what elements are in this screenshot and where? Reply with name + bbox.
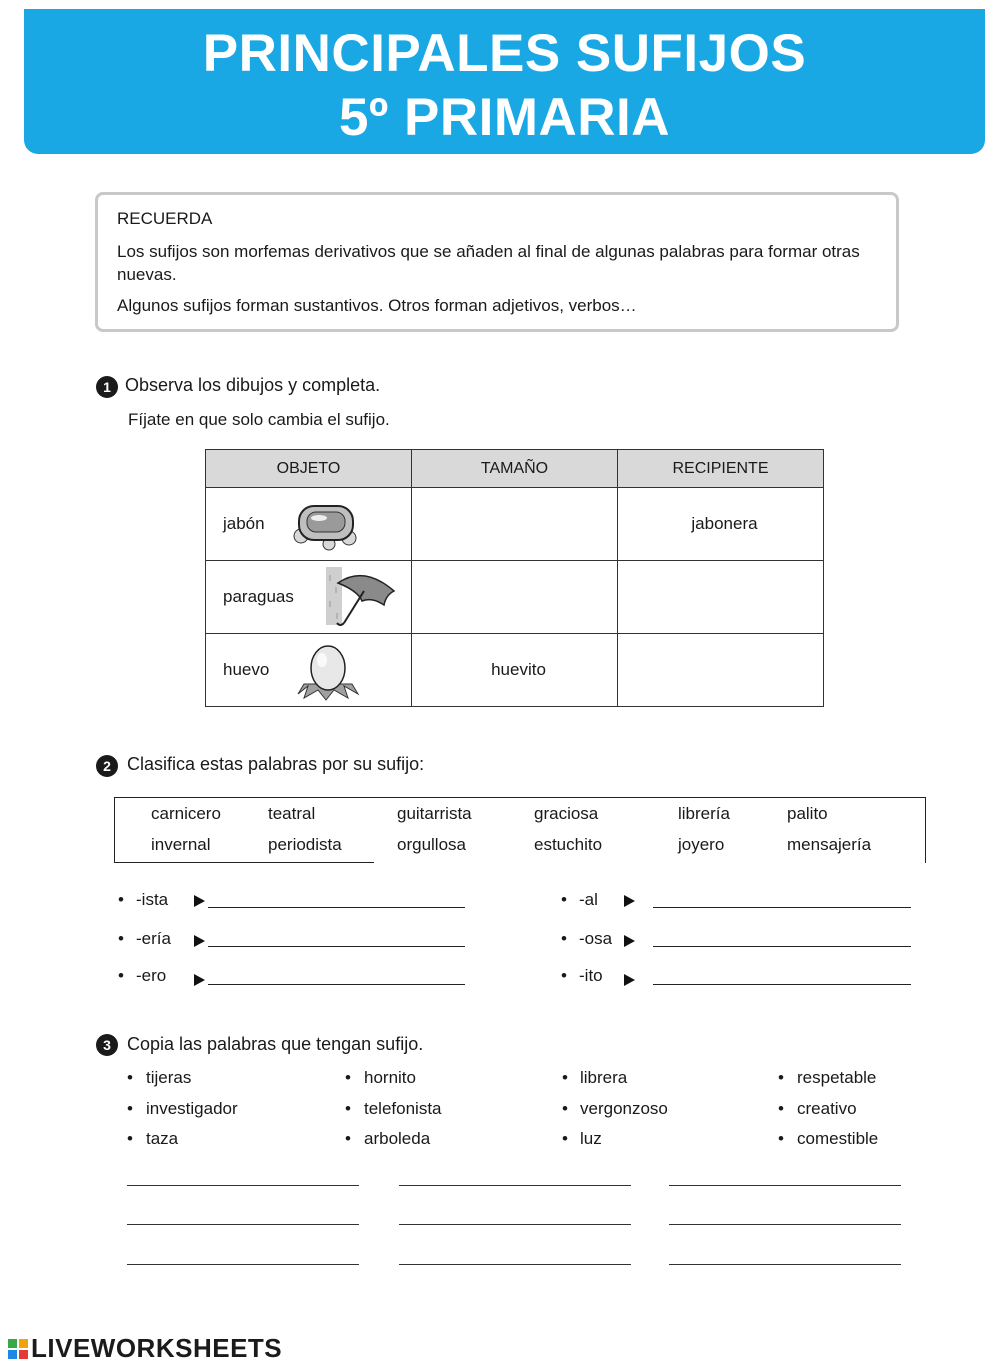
answer-line[interactable] xyxy=(208,984,465,985)
recuerda-title: RECUERDA xyxy=(117,209,213,228)
arrow-right-icon xyxy=(194,895,205,907)
word-box-underline xyxy=(114,862,374,863)
recuerda-paragraph-1: Los sufijos son morfemas derivativos que se añaden al final de algunas palabras para formar otras nuevas. xyxy=(117,242,860,284)
table-row xyxy=(206,634,824,707)
list-item: comestible xyxy=(797,1129,879,1148)
writing-line[interactable] xyxy=(669,1224,901,1225)
header-objeto: OBJETO xyxy=(206,450,412,488)
writing-line[interactable] xyxy=(399,1264,631,1265)
answer-line[interactable] xyxy=(653,984,911,985)
bullet-icon: • xyxy=(345,1068,351,1087)
writing-line[interactable] xyxy=(127,1224,359,1225)
suffix-label: -ista xyxy=(136,890,169,909)
bullet-icon: • xyxy=(127,1099,133,1118)
list-item: luz xyxy=(580,1129,602,1148)
list-item: tijeras xyxy=(146,1068,192,1087)
list-item: respetable xyxy=(797,1068,877,1087)
objeto-label: jabón xyxy=(223,514,265,533)
bullet-icon: • xyxy=(127,1129,133,1148)
arrow-right-icon xyxy=(194,935,205,947)
writing-line[interactable] xyxy=(399,1185,631,1186)
bullet-icon: • xyxy=(562,1099,568,1118)
writing-line[interactable] xyxy=(127,1264,359,1265)
cell-recipiente[interactable] xyxy=(618,561,824,634)
header-recipiente: RECIPIENTE xyxy=(618,450,824,488)
bullet-icon: • xyxy=(561,929,567,948)
brand-text: LIVEWORKSHEETS xyxy=(31,1333,283,1363)
bullet-icon: • xyxy=(345,1099,351,1118)
bullet-icon: • xyxy=(345,1129,351,1148)
word-item: teatral xyxy=(268,804,316,823)
suffix-table xyxy=(205,449,824,707)
exercise-2-title: Clasifica estas palabras por su sufijo: xyxy=(127,754,425,774)
word-item: periodista xyxy=(268,835,342,854)
answer-line[interactable] xyxy=(653,946,911,947)
bullet-icon: • xyxy=(118,929,124,948)
suffix-label: -ito xyxy=(579,966,603,985)
word-item: invernal xyxy=(151,835,211,854)
cell-objeto xyxy=(206,488,412,561)
writing-line[interactable] xyxy=(669,1185,901,1186)
recipiente-value: jabonera xyxy=(691,514,758,533)
arrow-right-icon xyxy=(194,974,205,986)
list-item: hornito xyxy=(364,1068,416,1087)
tamano-value: huevito xyxy=(491,660,546,679)
cell-recipiente[interactable] xyxy=(618,634,824,707)
list-item: telefonista xyxy=(364,1099,442,1118)
cell-tamano[interactable] xyxy=(412,488,618,561)
cell-objeto xyxy=(206,561,412,634)
exercise-3-number: 3 xyxy=(96,1034,118,1056)
umbrella-icon xyxy=(324,565,398,629)
bullet-icon: • xyxy=(127,1068,133,1087)
bullet-icon: • xyxy=(118,890,124,909)
header-tamano: TAMAÑO xyxy=(412,450,618,488)
bullet-icon: • xyxy=(561,966,567,985)
bullet-icon: • xyxy=(561,890,567,909)
liveworksheets-footer xyxy=(8,1333,282,1364)
cell-tamano xyxy=(412,634,618,707)
cell-tamano[interactable] xyxy=(412,561,618,634)
arrow-right-icon xyxy=(624,935,635,947)
word-item: carnicero xyxy=(151,804,221,823)
writing-line[interactable] xyxy=(127,1185,359,1186)
exercise-1-title: Observa los dibujos y completa. xyxy=(125,375,381,395)
title-banner xyxy=(24,9,985,154)
bullet-icon: • xyxy=(562,1129,568,1148)
bullet-icon: • xyxy=(118,966,124,985)
table-row xyxy=(206,488,824,561)
word-item: orgullosa xyxy=(397,835,466,854)
answer-line[interactable] xyxy=(208,907,465,908)
bullet-icon: • xyxy=(778,1068,784,1087)
suffix-label: -ero xyxy=(136,966,167,985)
recuerda-paragraph-2: Algunos sufijos forman sustantivos. Otros forman adjetivos, verbos… xyxy=(117,296,637,315)
recuerda-box xyxy=(95,192,899,332)
objeto-label: paraguas xyxy=(223,587,294,606)
bullet-icon: • xyxy=(562,1068,568,1087)
writing-line[interactable] xyxy=(399,1224,631,1225)
writing-line[interactable] xyxy=(669,1264,901,1265)
list-item: investigador xyxy=(146,1099,238,1118)
egg-icon xyxy=(294,640,362,702)
word-item: estuchito xyxy=(534,835,603,854)
title-line-2: 5º PRIMARIA xyxy=(338,88,671,147)
cell-objeto xyxy=(206,634,412,707)
liveworksheets-logo-icon xyxy=(8,1339,28,1359)
bullet-icon: • xyxy=(778,1129,784,1148)
word-item: librería xyxy=(678,804,730,823)
arrow-right-icon xyxy=(624,974,635,986)
objeto-label: huevo xyxy=(223,660,270,679)
soap-icon xyxy=(289,496,361,552)
table-header-row xyxy=(206,450,824,488)
table-row xyxy=(206,561,824,634)
answer-line[interactable] xyxy=(208,946,465,947)
list-item: vergonzoso xyxy=(580,1099,668,1118)
exercise-3-title: Copia las palabras que tengan sufijo. xyxy=(127,1034,424,1054)
word-item: palito xyxy=(787,804,828,823)
suffix-label: -al xyxy=(579,890,598,909)
word-item: mensajería xyxy=(787,835,872,854)
title-line-1: PRINCIPALES SUFIJOS xyxy=(202,24,807,83)
suffix-label: -osa xyxy=(579,929,613,948)
suffix-label: -ería xyxy=(136,929,171,948)
list-item: taza xyxy=(146,1129,179,1148)
arrow-right-icon xyxy=(624,895,635,907)
word-item: guitarrista xyxy=(397,804,472,823)
word-item: graciosa xyxy=(534,804,599,823)
exercise-1-subtitle: Fíjate en que solo cambia el sufijo. xyxy=(128,410,390,429)
exercise-2-number: 2 xyxy=(96,755,118,777)
list-item: librera xyxy=(580,1068,628,1087)
bullet-icon: • xyxy=(778,1099,784,1118)
exercise-1-number: 1 xyxy=(96,376,118,398)
cell-recipiente xyxy=(618,488,824,561)
answer-line[interactable] xyxy=(653,907,911,908)
word-item: joyero xyxy=(678,835,725,854)
list-item: arboleda xyxy=(364,1129,431,1148)
list-item: creativo xyxy=(797,1099,857,1118)
